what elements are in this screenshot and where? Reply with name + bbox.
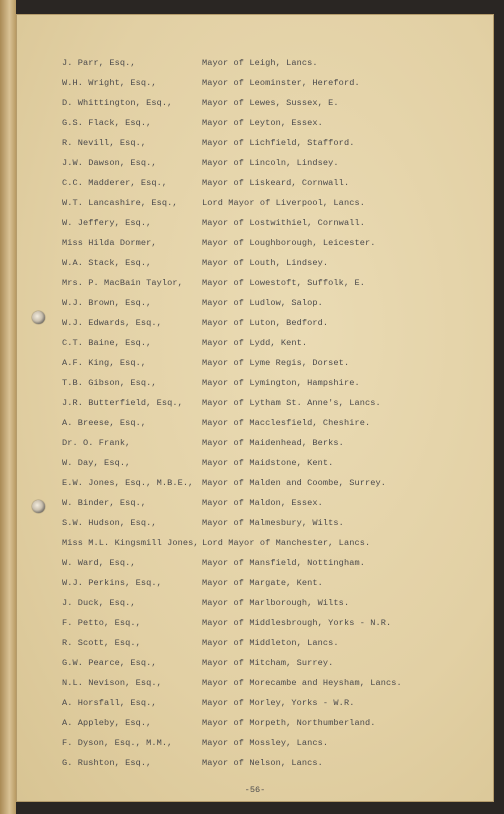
entry-office: Mayor of Louth, Lindsey.	[202, 258, 329, 268]
entry-name: R. Nevill, Esq.,	[62, 138, 147, 148]
list-item	[16, 518, 494, 534]
list-item	[16, 58, 494, 74]
list-item	[16, 258, 494, 274]
list-item	[16, 478, 494, 494]
entry-office: Mayor of Liskeard, Cornwall.	[202, 178, 350, 188]
entry-name: W. Ward, Esq.,	[62, 558, 136, 568]
list-item	[16, 358, 494, 374]
entry-name: J. Parr, Esq.,	[62, 58, 136, 68]
list-item	[16, 498, 494, 514]
entry-name: G.W. Pearce, Esq.,	[62, 658, 157, 668]
entry-office: Mayor of Middlesbrough, Yorks - N.R.	[202, 618, 392, 628]
list-item	[16, 398, 494, 414]
list-item	[16, 578, 494, 594]
list-item	[16, 698, 494, 714]
list-item	[16, 538, 494, 554]
entry-office: Mayor of Lichfield, Stafford.	[202, 138, 355, 148]
entry-office: Mayor of Leyton, Essex.	[202, 118, 323, 128]
entry-office: Mayor of Lyme Regis, Dorset.	[202, 358, 350, 368]
list-item	[16, 598, 494, 614]
entry-office: Mayor of Morley, Yorks - W.R.	[202, 698, 355, 708]
list-item	[16, 78, 494, 94]
entry-office: Mayor of Leigh, Lancs.	[202, 58, 318, 68]
entry-office: Mayor of Lytham St. Anne's, Lancs.	[202, 398, 381, 408]
entry-office: Mayor of Luton, Bedford.	[202, 318, 329, 328]
entry-office: Mayor of Mossley, Lancs.	[202, 738, 329, 748]
entry-name: Mrs. P. MacBain Taylor,	[62, 278, 183, 288]
entry-office: Mayor of Marlborough, Wilts.	[202, 598, 350, 608]
list-item	[16, 558, 494, 574]
entry-name: Miss Hilda Dormer,	[62, 238, 157, 248]
list-item	[16, 678, 494, 694]
entry-name: A.F. King, Esq.,	[62, 358, 147, 368]
list-item	[16, 738, 494, 754]
entry-office: Mayor of Maldon, Essex.	[202, 498, 323, 508]
entry-name: G. Rushton, Esq.,	[62, 758, 152, 768]
list-item	[16, 378, 494, 394]
entry-name: Miss M.L. Kingsmill Jones,	[62, 538, 199, 548]
entry-office: Mayor of Margate, Kent.	[202, 578, 323, 588]
entry-name: W.J. Perkins, Esq.,	[62, 578, 162, 588]
entry-name: D. Whittington, Esq.,	[62, 98, 173, 108]
list-item	[16, 418, 494, 434]
entry-office: Mayor of Mitcham, Surrey.	[202, 658, 334, 668]
list-item	[16, 638, 494, 654]
page-number: -56-	[244, 785, 266, 795]
entry-name: T.B. Gibson, Esq.,	[62, 378, 157, 388]
adjacent-page-edge	[0, 0, 16, 814]
list-item	[16, 138, 494, 154]
list-item	[16, 198, 494, 214]
entry-name: W. Jeffery, Esq.,	[62, 218, 152, 228]
entry-office: Lord Mayor of Manchester, Lancs.	[202, 538, 371, 548]
entry-office: Mayor of Loughborough, Leicester.	[202, 238, 376, 248]
list-item	[16, 238, 494, 254]
entry-name: J.R. Butterfield, Esq.,	[62, 398, 183, 408]
entry-office: Mayor of Leominster, Hereford.	[202, 78, 360, 88]
entry-office: Mayor of Lincoln, Lindsey.	[202, 158, 339, 168]
entry-name: W. Day, Esq.,	[62, 458, 131, 468]
entry-name: W.J. Brown, Esq.,	[62, 298, 152, 308]
entry-office: Mayor of Ludlow, Salop.	[202, 298, 323, 308]
entry-name: S.W. Hudson, Esq.,	[62, 518, 157, 528]
entry-name: Dr. O. Frank,	[62, 438, 131, 448]
entry-office: Mayor of Nelson, Lancs.	[202, 758, 323, 768]
entry-name: A. Breese, Esq.,	[62, 418, 147, 428]
entry-office: Mayor of Maidenhead, Berks.	[202, 438, 344, 448]
entry-name: F. Petto, Esq.,	[62, 618, 141, 628]
list-item	[16, 658, 494, 674]
entry-name: J. Duck, Esq.,	[62, 598, 136, 608]
entry-office: Mayor of Middleton, Lancs.	[202, 638, 339, 648]
list-item	[16, 458, 494, 474]
entry-office: Mayor of Malden and Coombe, Surrey.	[202, 478, 386, 488]
entry-office: Mayor of Lydd, Kent.	[202, 338, 308, 348]
list-item	[16, 438, 494, 454]
entry-office: Mayor of Mansfield, Nottingham.	[202, 558, 365, 568]
document-page	[16, 14, 494, 802]
entry-office: Mayor of Macclesfield, Cheshire.	[202, 418, 371, 428]
list-item	[16, 218, 494, 234]
entry-name: W.J. Edwards, Esq.,	[62, 318, 162, 328]
entry-name: N.L. Nevison, Esq.,	[62, 678, 162, 688]
entry-office: Mayor of Lymington, Hampshire.	[202, 378, 360, 388]
entry-name: W.H. Wright, Esq.,	[62, 78, 157, 88]
entry-name: A. Appleby, Esq.,	[62, 718, 152, 728]
entry-name: C.C. Madderer, Esq.,	[62, 178, 168, 188]
entry-name: R. Scott, Esq.,	[62, 638, 141, 648]
list-item	[16, 318, 494, 334]
list-item	[16, 618, 494, 634]
entry-office: Mayor of Morecambe and Heysham, Lancs.	[202, 678, 402, 688]
entry-name: W.T. Lancashire, Esq.,	[62, 198, 178, 208]
entry-name: J.W. Dawson, Esq.,	[62, 158, 157, 168]
entry-name: A. Horsfall, Esq.,	[62, 698, 157, 708]
entry-office: Mayor of Maidstone, Kent.	[202, 458, 334, 468]
entry-name: F. Dyson, Esq., M.M.,	[62, 738, 173, 748]
entry-office: Lord Mayor of Liverpool, Lancs.	[202, 198, 365, 208]
entry-office: Mayor of Lowestoft, Suffolk, E.	[202, 278, 365, 288]
entry-name: C.T. Baine, Esq.,	[62, 338, 152, 348]
list-item	[16, 338, 494, 354]
list-item	[16, 718, 494, 734]
list-item	[16, 98, 494, 114]
entry-office: Mayor of Lostwithiel, Cornwall.	[202, 218, 365, 228]
list-item	[16, 278, 494, 294]
entry-name: E.W. Jones, Esq., M.B.E.,	[62, 478, 194, 488]
list-item	[16, 118, 494, 134]
entry-name: G.S. Flack, Esq.,	[62, 118, 152, 128]
entry-office: Mayor of Malmesbury, Wilts.	[202, 518, 344, 528]
list-item	[16, 298, 494, 314]
list-item	[16, 158, 494, 174]
entry-office: Mayor of Lewes, Sussex, E.	[202, 98, 339, 108]
list-item	[16, 758, 494, 774]
entry-office: Mayor of Morpeth, Northumberland.	[202, 718, 376, 728]
entry-name: W. Binder, Esq.,	[62, 498, 147, 508]
list-item	[16, 178, 494, 194]
entry-name: W.A. Stack, Esq.,	[62, 258, 152, 268]
